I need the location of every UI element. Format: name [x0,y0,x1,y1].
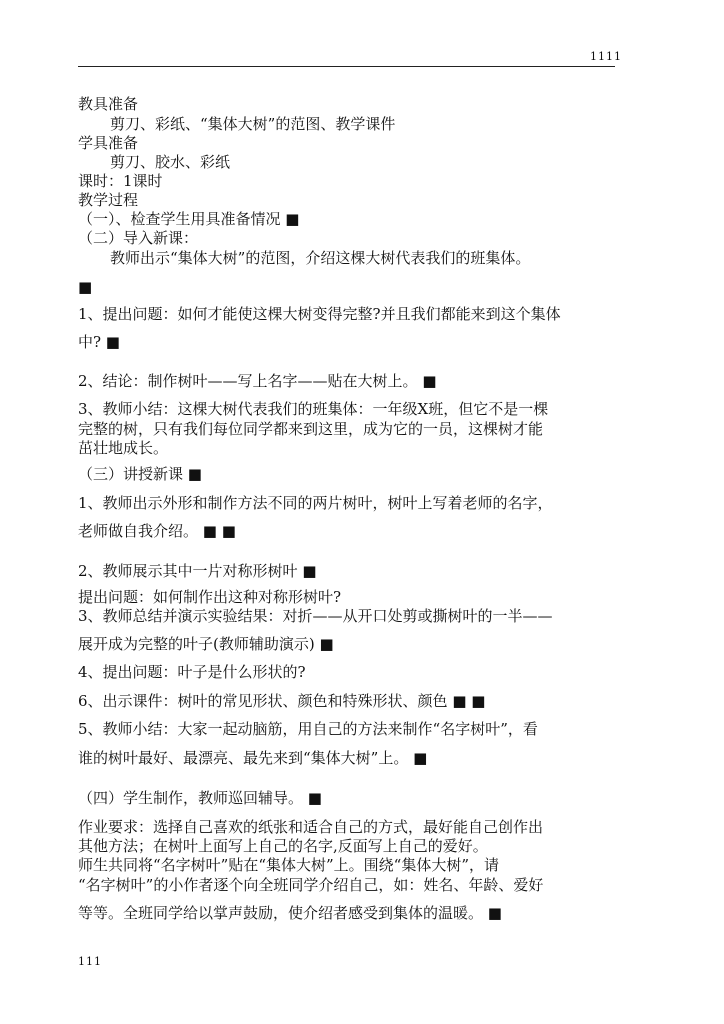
text-line: 3、教师小结：这棵大树代表我们的班集体：一年级X班，但它不是一棵 [78,400,549,418]
text-line: 教具准备 [78,95,139,113]
text-line: 作业要求：选择自己喜欢的纸张和适合自己的方式，最好能自己创作出 [78,818,544,836]
text-line: 学具准备 [78,134,139,152]
text-line: （二）导入新课： [78,229,199,247]
text-line: “名字树叶”的小作者逐个向全班同学介绍自己，如：姓名、年龄、爱好 [78,876,544,894]
text-line: 师生共同将“名字树叶”贴在“集体大树”上。围绕“集体大树”，请 [78,856,500,874]
text-line: 1、提出问题：如何才能使这棵大树变得完整?并且我们都能来到这个集体 [78,305,561,323]
text-line: 剪刀、彩纸、“集体大树”的范图、教学课件 [110,115,396,133]
text-line: 3、教师总结并演示实验结果：对折——从开口处剪或撕树叶的一半—— [78,607,553,625]
text-line: 2、结论：制作树叶——写上名字——贴在大树上。 ■ [78,372,437,390]
text-line: 等等。全班同学给以掌声鼓励，使介绍者感受到集体的温暖。 ■ [78,904,502,922]
text-line: （四）学生制作，教师巡回辅导。 ■ [78,789,322,807]
text-line: ■ [78,278,93,296]
text-line: 完整的树，只有我们每位同学都来到这里，成为它的一员，这棵树才能 [78,420,544,438]
text-line: 教学过程 [78,191,139,209]
text-line: 4、提出问题：叶子是什么形状的? [78,663,306,681]
text-line: 提出问题：如何制作出这种对称形树叶? [78,588,342,606]
text-line: 5、教师小结：大家一起动脑筋，用自己的方法来制作“名字树叶”，看 [78,720,538,738]
footer-page-number: 111 [78,955,102,968]
text-line: 剪刀、胶水、彩纸 [110,153,231,171]
text-line: 课时：1课时 [78,172,163,190]
header-rule [78,66,615,67]
text-line: 1、教师出示外形和制作方法不同的两片树叶，树叶上写着老师的名字， [78,494,553,512]
text-line: 谁的树叶最好、最漂亮、最先来到“集体大树”上。 ■ [78,749,428,767]
text-line: （一）、检查学生用具准备情况 ■ [78,210,300,228]
text-line: 展开成为完整的叶子(教师辅助演示) ■ [78,635,334,653]
text-line: 6、出示课件：树叶的常见形状、颜色和特殊形状、颜色 ■ ■ [78,692,486,710]
header-page-number: 1111 [590,50,622,63]
text-line: 教师出示“集体大树”的范图，介绍这棵大树代表我们的班集体。 [110,249,531,267]
text-line: 老师做自我介绍。 ■ ■ [78,522,236,540]
text-line: （三）讲授新课 ■ [78,465,202,483]
text-line: 茁壮地成长。 [78,439,169,457]
text-line: 中? ■ [78,333,120,351]
text-line: 其他方法；在树叶上面写上自己的名字,反面写上自己的爱好。 [78,837,488,855]
text-line: 2、教师展示其中一片对称形树叶 ■ [78,562,317,580]
